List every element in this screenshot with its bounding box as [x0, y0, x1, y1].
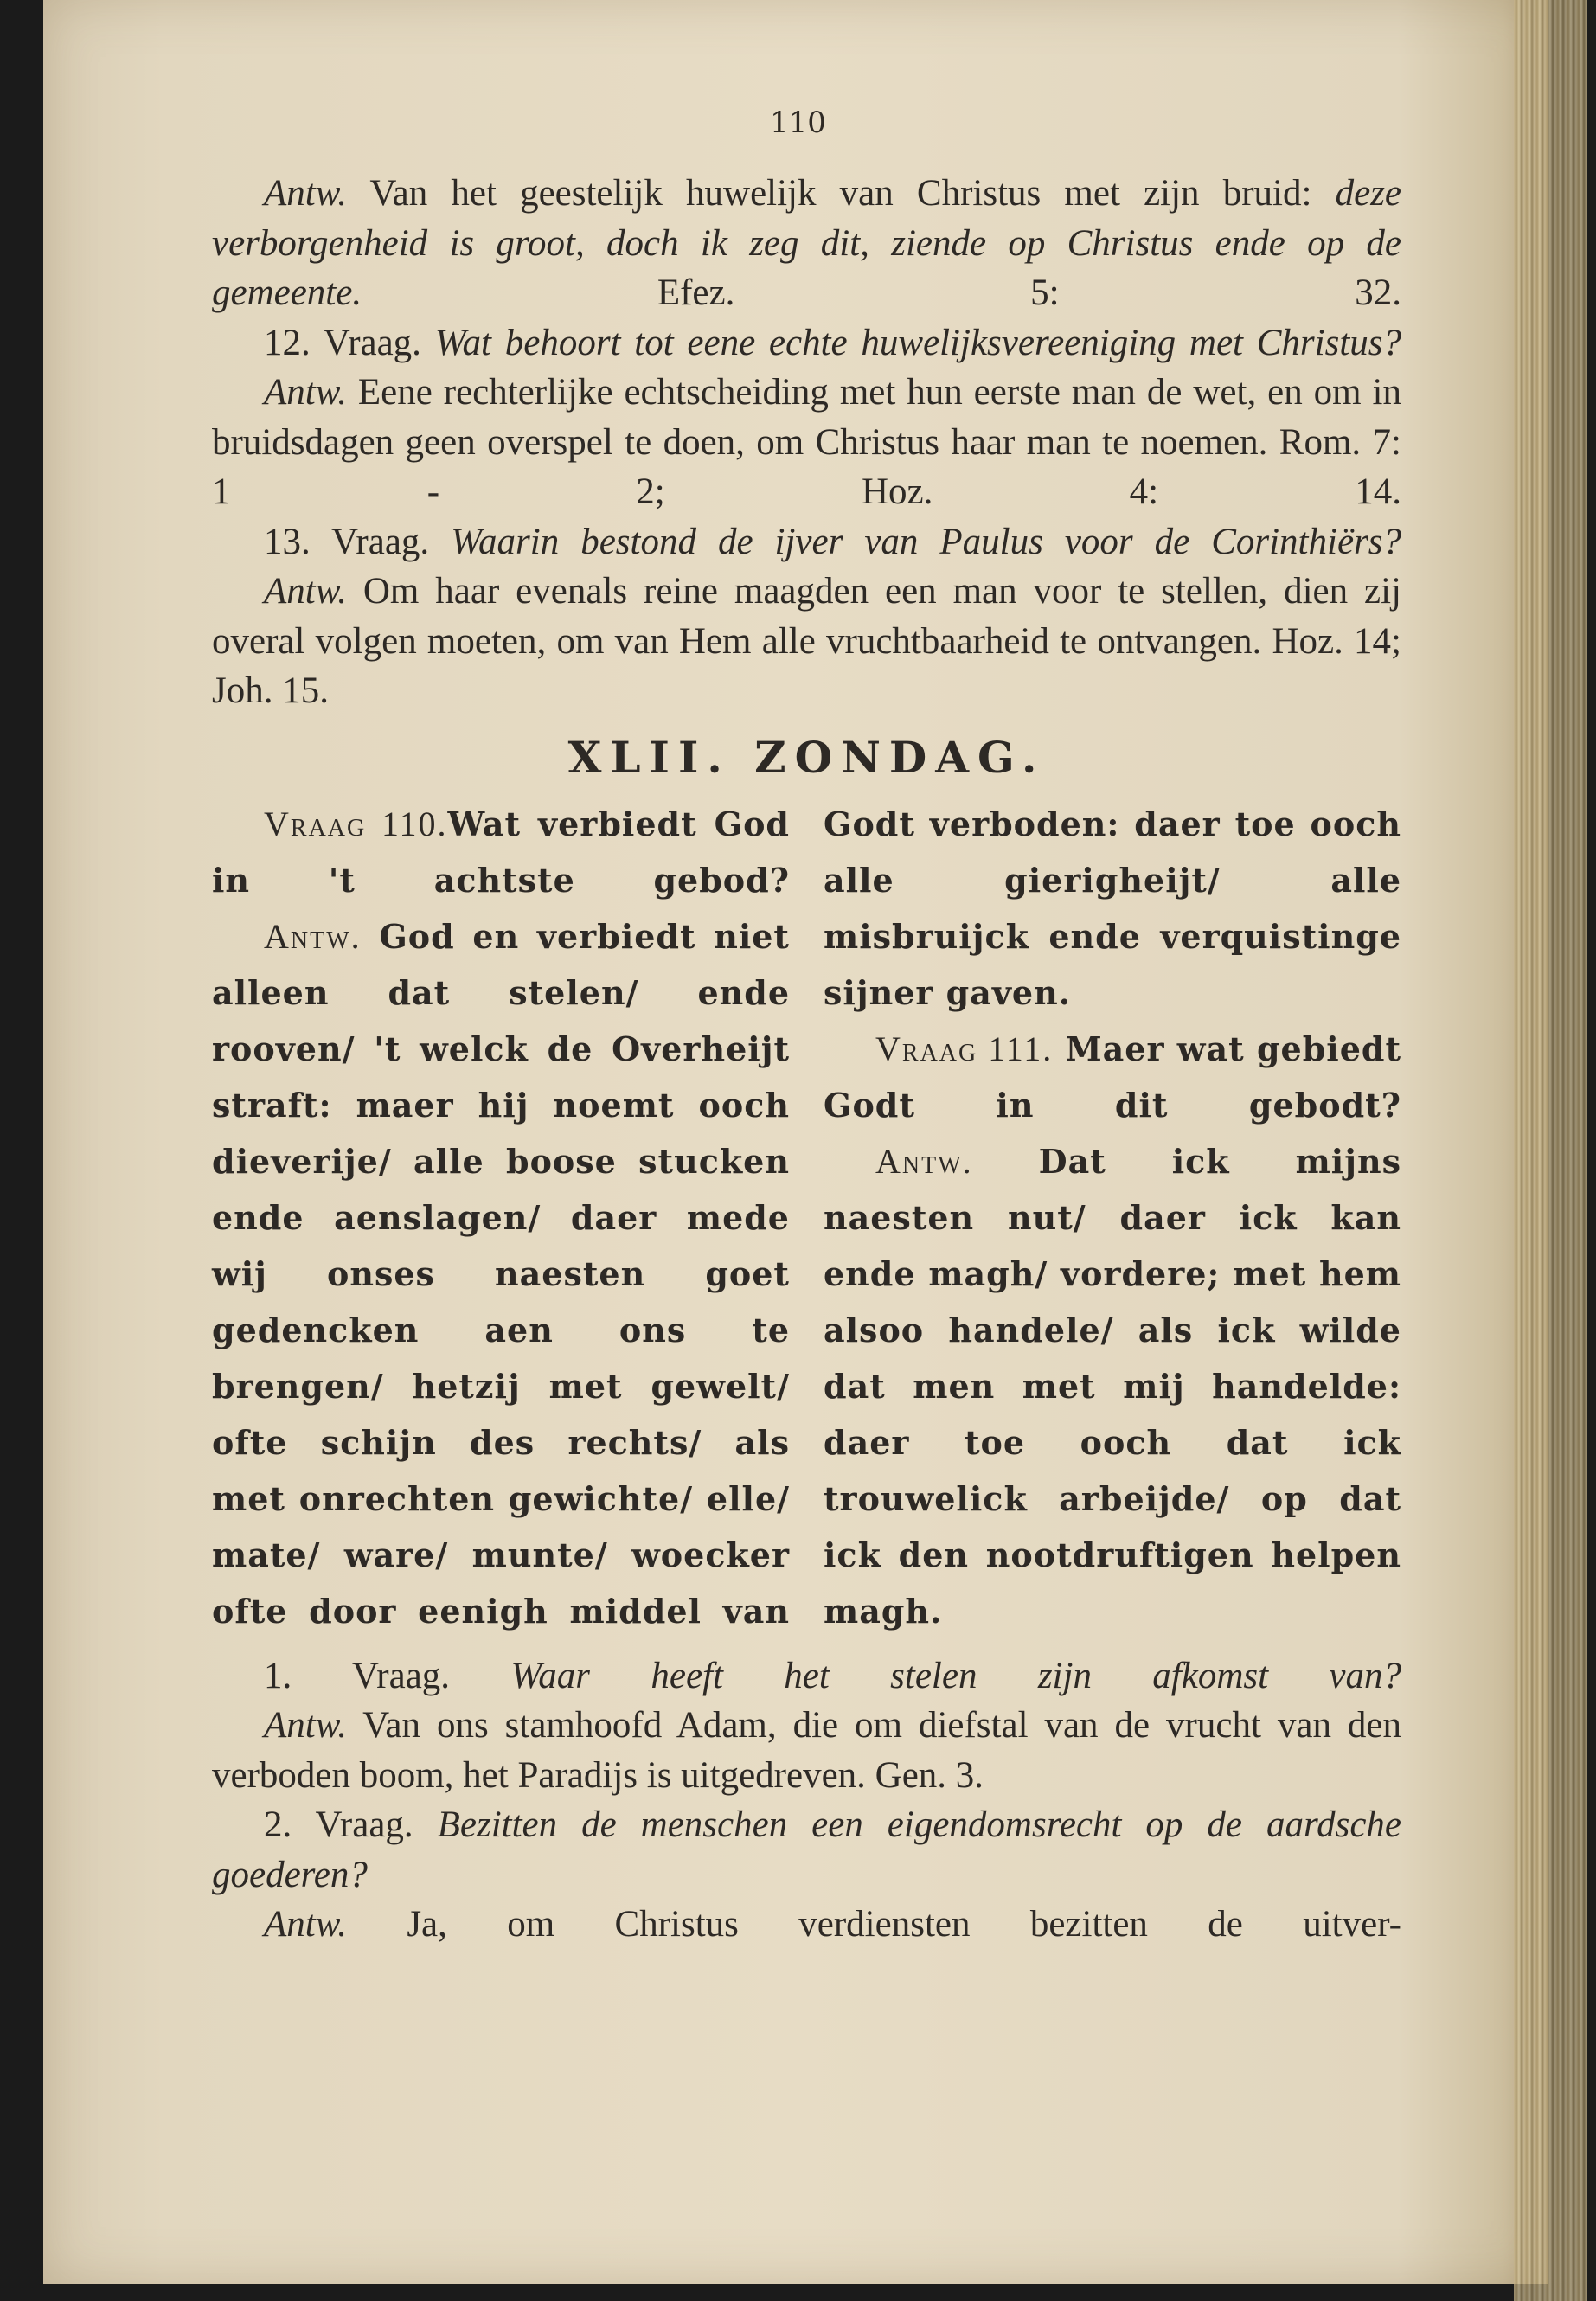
page-number: 110: [770, 106, 826, 140]
paragraph-top-3: Antw. Eene rechterlijke echtscheiding met hun eerste man de wet, en om in bruidsdagen geen overspel te doen, om Christus haar man te noemen. Rom. 7: 1 - 2; Hoz. 4: 14.: [212, 372, 1401, 512]
paragraph-bottom-3: 2. Vraag. Bezitten de menschen een eigendomsrecht op de aardsche goederen?: [212, 1804, 1401, 1895]
right-column: [824, 796, 1401, 1639]
paragraph-bottom-2: Antw. Van ons stamhoofd Adam, die om diefstal van de vrucht van den verboden boom, het Paradijs is uitgedreven. Gen. 3.: [212, 1705, 1401, 1796]
page-body: [212, 169, 1401, 1950]
answer-110-continued: Godt verboden: daer toe ooch alle gierigheijt/ alle misbruijck ende verquistinge sijner gaven.: [824, 804, 1401, 1012]
two-column-block: [212, 796, 1401, 1639]
answer-111: Antw. Dat ick mijns naesten nut/ daer ick kan ende magh/ vordere; met hem alsoo handele/ als ick wilde dat men met mij handelde: daer toe ooch dat ick trouwelick arbeijde/ op dat ick den nootdruftigen helpen magh.: [824, 1141, 1402, 1631]
answer-110: Antw. God en verbiedt niet alleen dat stelen/ ende rooven/ 't welck de Overheijt straft: maer hij noemt ooch dieverije/ alle boose stucken ende aenslagen/ daer mede wij onses naesten goet gedencken aen ons te brengen/ hetzij met gewelt/ ofte schijn des rechts/ als met onrechten gewichte/ elle/ mate/ ware/ munte/ woecker ofte door eenigh middel van: [212, 916, 790, 1631]
section-heading: XLII. ZONDAG.: [567, 731, 1046, 783]
paragraph-top-5: Antw. Om haar evenals reine maagden een man voor te stellen, dien zij overal volgen moeten, om van Hem alle vruchtbaarheid te ontvangen. Hoz. 14; Joh. 15.: [212, 571, 1402, 711]
left-column: [212, 796, 790, 1639]
paragraph-bottom-1: 1. Vraag. Waar heeft het stelen zijn afkomst van?: [264, 1655, 1402, 1696]
paragraph-top-2: 12. Vraag. Wat behoort tot eene echte huwelijksvereeniging met Christus?: [264, 322, 1401, 363]
paragraph-top-4: 13. Vraag. Waarin bestond de ijver van Paulus voor de Corinthiërs?: [264, 521, 1402, 562]
paragraph-bottom-4: Antw. Ja, om Christus verdiensten bezitten de uitver-: [264, 1904, 1401, 1945]
question-111: Vraag 111. Maer wat gebiedt Godt in dit gebodt?: [824, 1029, 1401, 1125]
page-edge: [1514, 0, 1587, 2301]
question-110: Vraag 110.Wat verbiedt God in 't achtste gebod?: [212, 804, 790, 900]
paragraph-top-1: Antw. Van het geestelijk huwelijk van Christus met zijn bruid: deze verborgenheid is groot, doch ik zeg dit, ziende op Christus ende op de gemeente. Efez. 5: 32.: [212, 173, 1402, 313]
